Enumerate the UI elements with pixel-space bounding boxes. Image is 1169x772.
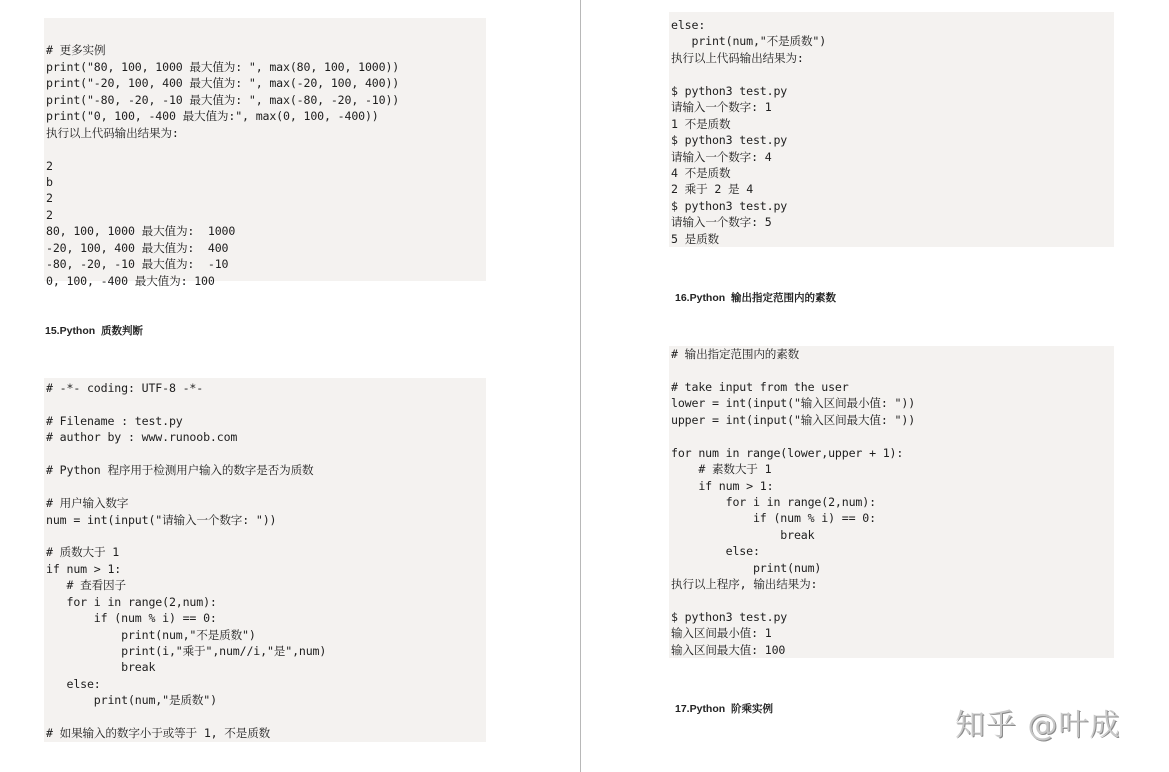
code-line — [671, 66, 1114, 82]
code-line: # -*- coding: UTF-8 -*- — [46, 381, 204, 395]
page-divider — [580, 0, 581, 772]
code-line: # 更多实例 — [46, 43, 106, 58]
code-line: -80, -20, -10 最大值为: -10 — [46, 257, 229, 272]
code-line: else: — [671, 544, 760, 559]
code-line: # Python 程序用于检测用户输入的数字是否为质数 — [46, 463, 314, 478]
code-line: break — [46, 660, 156, 675]
code-line: # 用户输入数字 — [46, 496, 129, 511]
code-line: for i in range(2,num): — [46, 594, 217, 609]
code-line: 5 是质数 — [671, 231, 719, 246]
code-line: # 输出指定范围内的素数 — [671, 347, 800, 361]
code-line: # 查看因子 — [46, 578, 126, 593]
code-line: 2 — [46, 158, 53, 173]
code-line: print("80, 100, 1000 最大值为: ", max(80, 100, 1000)) — [46, 59, 400, 74]
code-line: print("-20, 100, 400 最大值为: ", max(-20, 100, 400)) — [46, 76, 400, 91]
code-line: -20, 100, 400 最大值为: 400 — [46, 240, 229, 255]
code-line: print(num,"不是质数") — [671, 34, 827, 49]
section-heading-15: 15.Python 质数判断 — [45, 325, 144, 337]
code-line: if (num % i) == 0: — [46, 611, 217, 626]
code-line: print("0, 100, -400 最大值为:", max(0, 100, -400)) — [46, 109, 379, 124]
code-line: for i in range(2,num): — [671, 494, 876, 509]
code-line: # 素数大于 1 — [671, 462, 772, 477]
code-line: print(num,"是质数") — [46, 693, 217, 708]
code-line: 80, 100, 1000 最大值为: 1000 — [46, 224, 236, 239]
zhihu-watermark: 知乎 @叶成 — [955, 708, 1121, 743]
code-line: b — [46, 174, 53, 189]
code-line: 执行以上代码输出结果为: — [46, 125, 179, 140]
code-line: $ python3 test.py — [671, 610, 788, 624]
code-line: # take input from the user — [671, 379, 849, 394]
code-line — [671, 362, 1114, 378]
code-line: 请输入一个数字: 1 — [671, 100, 772, 115]
code-line: $ python3 test.py — [671, 83, 788, 98]
section-heading-16: 16.Python 输出指定范围内的素数 — [675, 292, 837, 304]
code-line — [46, 446, 486, 462]
code-line: else: — [671, 18, 706, 32]
code-line: lower = int(input("输入区间最小值: ")) — [671, 396, 916, 411]
code-line: 请输入一个数字: 4 — [671, 149, 772, 164]
code-line — [671, 593, 1114, 609]
code-line: # 如果输入的数字小于或等于 1, 不是质数 — [46, 726, 271, 741]
code-line: 执行以上代码输出结果为: — [671, 50, 804, 65]
code-line: 请输入一个数字: 5 — [671, 215, 772, 230]
code-line: if (num % i) == 0: — [671, 511, 876, 526]
code-line: 输入区间最小值: 1 — [671, 626, 772, 641]
code-line: upper = int(input("输入区间最大值: ")) — [671, 412, 916, 427]
code-line — [46, 709, 486, 725]
code-line: if num > 1: — [46, 561, 122, 576]
code-line — [46, 396, 486, 412]
code-line: 输入区间最大值: 100 — [671, 642, 786, 657]
code-line: # Filename : test.py — [46, 413, 183, 428]
code-block-prime-check — [44, 378, 486, 742]
code-line — [671, 428, 1114, 444]
code-line: if num > 1: — [671, 478, 774, 493]
code-line: print("-80, -20, -10 最大值为: ", max(-80, -20, -10)) — [46, 92, 400, 107]
code-line: else: — [46, 676, 101, 691]
code-line: num = int(input("请输入一个数字: ")) — [46, 512, 277, 527]
section-heading-17: 17.Python 阶乘实例 — [675, 703, 774, 715]
code-line: print(num,"不是质数") — [46, 627, 256, 642]
code-block-prime-range — [669, 346, 1114, 658]
code-line: 4 不是质数 — [671, 165, 731, 180]
code-line: break — [671, 527, 815, 542]
code-line: print(i,"乘于",num//i,"是",num) — [46, 644, 327, 658]
code-block-prime-output — [669, 12, 1114, 247]
code-line: 0, 100, -400 最大值为: 100 — [46, 273, 215, 288]
code-line — [46, 26, 486, 42]
code-line — [46, 141, 486, 157]
code-line: 2 — [46, 191, 53, 206]
code-line: 执行以上程序, 输出结果为: — [671, 577, 818, 592]
code-line: # 质数大于 1 — [46, 545, 120, 560]
code-line: 2 乘于 2 是 4 — [671, 182, 754, 197]
code-line: $ python3 test.py — [671, 198, 788, 213]
code-line: for num in range(lower,upper + 1): — [671, 445, 904, 460]
code-line: 1 不是质数 — [671, 116, 731, 131]
code-block-max-examples — [44, 18, 486, 288]
code-line: $ python3 test.py — [671, 133, 788, 148]
code-line — [46, 479, 486, 495]
code-line — [46, 528, 486, 544]
code-line: print(num) — [671, 560, 822, 575]
code-line: 2 — [46, 207, 53, 222]
code-line: # author by : www.runoob.com — [46, 430, 238, 445]
